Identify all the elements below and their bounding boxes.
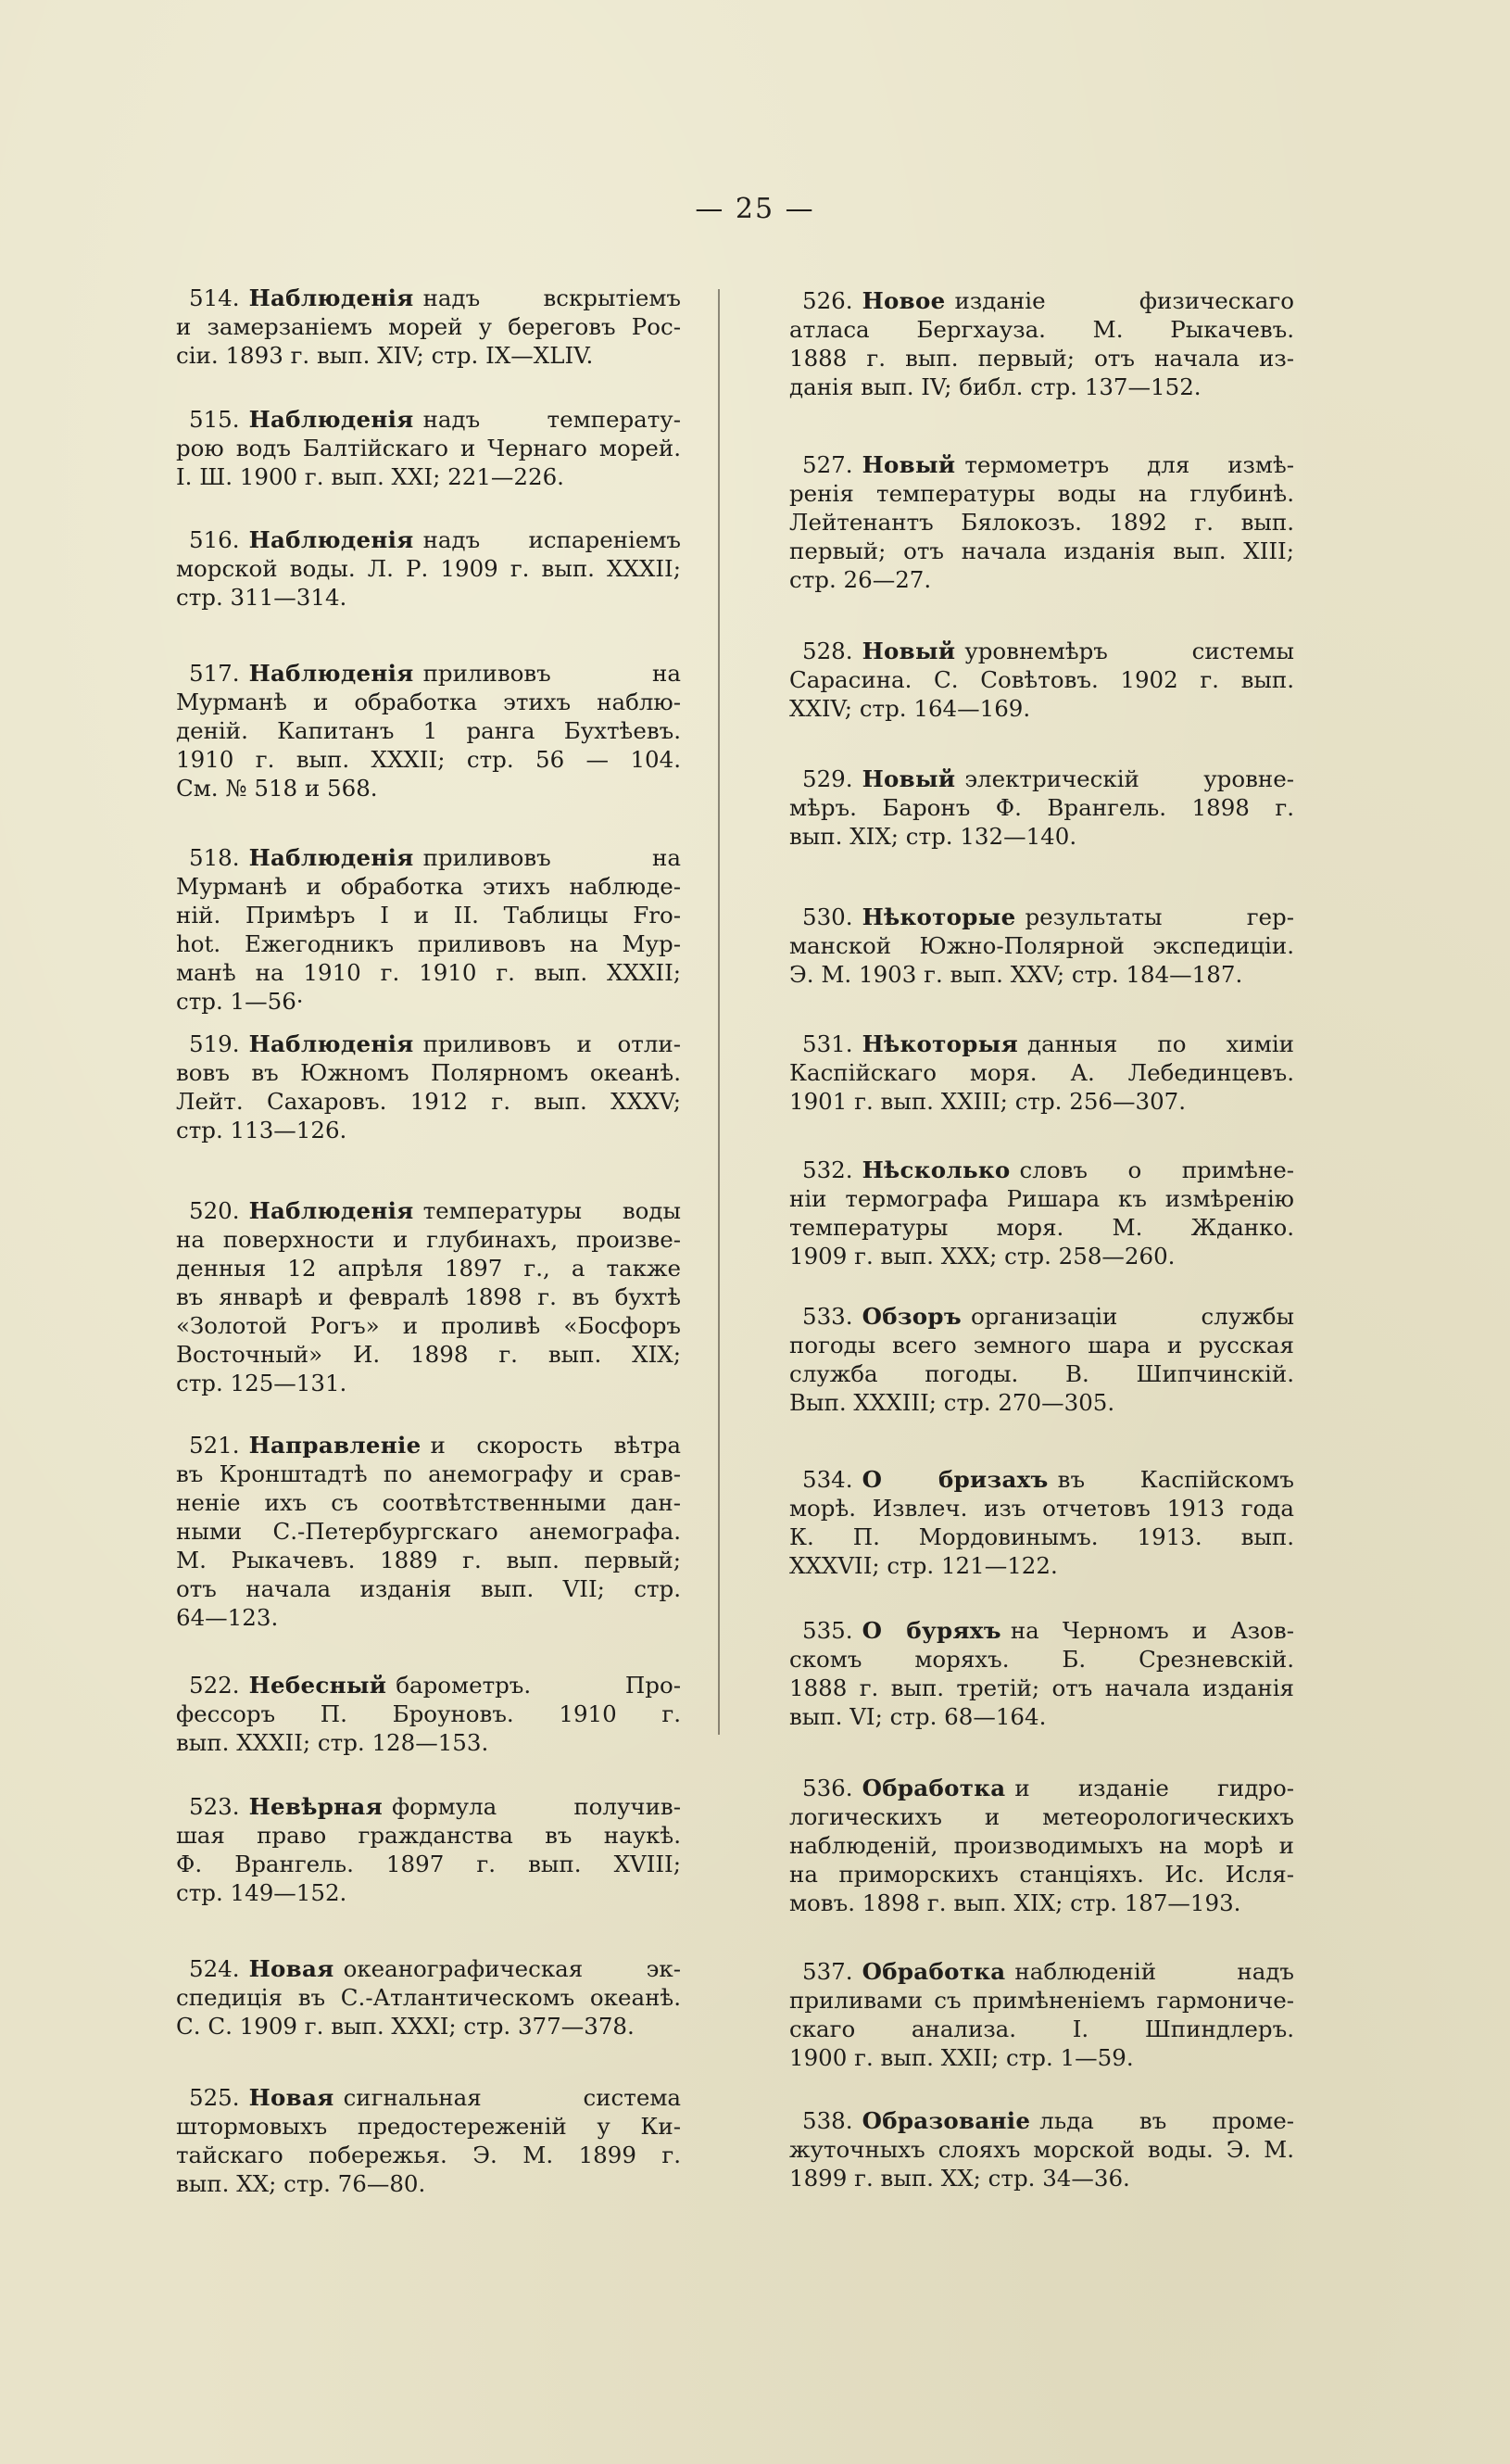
- entry-line: [789, 1674, 1294, 1702]
- entry-text: данныя по химіи: [1026, 1030, 1294, 1057]
- entry-text: манской Южно-Полярной экспедиціи.: [789, 932, 1294, 959]
- bibliography-entry: [789, 764, 1294, 851]
- entry-text: стр. 149—152.: [176, 1879, 347, 1906]
- entry-text: данія вып. IV; библ. стр. 137—152.: [789, 373, 1202, 400]
- bibliography-entry: [789, 1957, 1294, 2072]
- entry-text: спедиція въ С.-Атлантическомъ океанѣ.: [176, 1984, 681, 2011]
- bibliography-entry: [176, 1196, 681, 1397]
- entry-line: [789, 1523, 1294, 1551]
- entry-text: Вып. XXXIII; стр. 270—305.: [789, 1389, 1115, 1416]
- entry-text: 1899 г. вып. XX; стр. 34—36.: [789, 2165, 1130, 2192]
- entry-heading: Наблюденія: [248, 1197, 414, 1224]
- entry-heading: Небесный: [248, 1672, 387, 1699]
- entry-number: 519.: [189, 1030, 240, 1057]
- column-divider: [718, 289, 720, 1735]
- entry-line: [176, 987, 681, 1016]
- entry-line: [176, 1311, 681, 1340]
- entry-line: [789, 793, 1294, 822]
- entry-text: жуточныхъ слояхъ морской воды. Э. М.: [789, 2136, 1294, 2163]
- entry-text: мовъ. 1898 г. вып. XIX; стр. 187—193.: [789, 1889, 1241, 1916]
- entry-line: [176, 843, 681, 872]
- entry-text: океанографическая эк-: [343, 1955, 681, 1982]
- entry-text: приливовъ на: [422, 844, 681, 871]
- entry-text: на поверхности и глубинахъ, произве-: [176, 1226, 681, 1253]
- entry-text: и замерзаніемъ морей у береговъ Рос-: [176, 313, 681, 340]
- entry-text: 64—123.: [176, 1604, 279, 1631]
- entry-text: неніе ихъ съ соотвѣтственными дан-: [176, 1489, 681, 1516]
- entry-text: манѣ на 1910 г. 1910 г. вып. XXXII;: [176, 959, 681, 986]
- entry-line: [176, 1459, 681, 1488]
- entry-heading: Наблюденія: [248, 406, 414, 433]
- entry-text: Э. М. 1903 г. вып. XXV; стр. 184—187.: [789, 961, 1243, 988]
- bibliography-entry: [176, 1671, 681, 1757]
- entry-text: и изданіе гидро-: [1014, 1775, 1294, 1801]
- entry-line: [176, 1369, 681, 1397]
- entry-line: [176, 405, 681, 434]
- entry-line: [176, 341, 681, 370]
- entry-line: [789, 665, 1294, 694]
- entry-line: [176, 1116, 681, 1144]
- entry-line: [789, 764, 1294, 793]
- entry-text: М. Рыкачевъ. 1889 г. вып. первый;: [176, 1547, 681, 1573]
- bibliography-entry: [789, 450, 1294, 594]
- entry-text: приливовъ и отли-: [422, 1030, 681, 1057]
- entry-text: сигнальная система: [343, 2084, 681, 2111]
- entry-text: деній. Капитанъ 1 ранга Бухтѣевъ.: [176, 717, 681, 744]
- entry-text: наблюденій надъ: [1014, 1958, 1294, 1985]
- entry-text: приливовъ на: [422, 660, 681, 687]
- entry-text: организаціи службы: [970, 1303, 1294, 1330]
- entry-text: формула получив-: [392, 1793, 681, 1820]
- entry-number: 535.: [802, 1617, 853, 1644]
- entry-line: [176, 1850, 681, 1878]
- entry-text: 1901 г. вып. XXIII; стр. 256—307.: [789, 1088, 1187, 1115]
- entry-line: [789, 1645, 1294, 1674]
- entry-line: [789, 450, 1294, 479]
- entry-line: [176, 583, 681, 612]
- entry-number: 524.: [189, 1955, 240, 1982]
- entry-number: 518.: [189, 844, 240, 871]
- entry-line: [176, 1431, 681, 1459]
- entry-line: [176, 1225, 681, 1254]
- entry-line: [176, 462, 681, 491]
- entry-line: [789, 537, 1294, 565]
- entry-line: [789, 344, 1294, 373]
- page-number: — 25 —: [695, 193, 815, 225]
- entry-text: денныя 12 апрѣля 1897 г., а также: [176, 1255, 681, 1282]
- entry-line: [176, 872, 681, 901]
- entry-text: температуры воды: [422, 1197, 681, 1224]
- entry-text: вып. VI; стр. 68—164.: [789, 1703, 1047, 1730]
- entry-line: [176, 1546, 681, 1574]
- entry-text: стр. 113—126.: [176, 1117, 347, 1144]
- bibliography-entry: [789, 1774, 1294, 1917]
- entry-heading: О бризахъ: [862, 1466, 1049, 1493]
- bibliography-entry: [176, 2083, 681, 2198]
- bibliography-entry: [176, 1431, 681, 1632]
- entry-line: [789, 1058, 1294, 1087]
- entry-line: [176, 1671, 681, 1700]
- entry-text: льда въ проме-: [1039, 2107, 1294, 2134]
- entry-line: [176, 1728, 681, 1757]
- entry-line: [789, 1087, 1294, 1116]
- entry-text: мѣръ. Баронъ Ф. Врангель. 1898 г.: [789, 794, 1294, 821]
- entry-number: 536.: [802, 1775, 853, 1801]
- entry-line: [789, 2106, 1294, 2135]
- bibliography-entry: [176, 525, 681, 612]
- entry-line: [789, 565, 1294, 594]
- entry-line: [176, 1283, 681, 1311]
- entry-text: надъ испареніемъ: [422, 526, 681, 553]
- entry-line: [789, 903, 1294, 931]
- entry-heading: Образованіе: [862, 2107, 1031, 2134]
- entry-line: [176, 2141, 681, 2169]
- entry-line: [789, 2015, 1294, 2043]
- entry-line: [789, 373, 1294, 401]
- entry-text: 1900 г. вып. XXII; стр. 1—59.: [789, 2044, 1134, 2071]
- entry-line: [789, 1388, 1294, 1417]
- entry-number: 530.: [802, 903, 853, 930]
- bibliography-entry: [789, 1465, 1294, 1580]
- entry-line: [789, 1494, 1294, 1523]
- entry-text: ніи термографа Ришара къ измѣренію: [789, 1185, 1294, 1212]
- entry-text: hot. Ежегодникъ приливовъ на Мур-: [176, 930, 681, 957]
- entry-line: [789, 1774, 1294, 1802]
- bibliography-entry: [176, 843, 681, 1016]
- entry-text: атласа Бергхауза. М. Рыкачевъ.: [789, 316, 1294, 343]
- entry-text: термометръ для измѣ-: [964, 451, 1294, 478]
- entry-text: вып. XIX; стр. 132—140.: [789, 823, 1077, 850]
- entry-number: 514.: [189, 284, 240, 311]
- entry-line: [176, 525, 681, 554]
- entry-line: [176, 1792, 681, 1821]
- bibliography-entry: [176, 1030, 681, 1144]
- entry-text: Ф. Врангель. 1897 г. вып. XVIII;: [176, 1851, 681, 1877]
- entry-text: барометръ. Про-: [396, 1672, 681, 1699]
- entry-line: [176, 1087, 681, 1116]
- entry-line: [176, 1340, 681, 1369]
- entry-heading: Наблюденія: [248, 526, 414, 553]
- entry-text: скаго анализа. I. Шпиндлеръ.: [789, 2015, 1294, 2042]
- entry-text: «Золотой Рогъ» и проливѣ «Босфоръ: [176, 1312, 681, 1339]
- entry-line: [176, 1954, 681, 1983]
- entry-line: [789, 1184, 1294, 1213]
- entry-text: вовъ въ Южномъ Полярномъ океанѣ.: [176, 1059, 681, 1086]
- entry-text: въ январѣ и февралѣ 1898 г. въ бухтѣ: [176, 1283, 681, 1310]
- entry-line: [176, 659, 681, 688]
- entry-text: словъ о примѣне-: [1019, 1156, 1294, 1183]
- entry-line: [789, 1156, 1294, 1184]
- entry-line: [176, 284, 681, 312]
- entry-line: [176, 1488, 681, 1517]
- entry-line: [176, 1196, 681, 1225]
- entry-number: 517.: [189, 660, 240, 687]
- entry-heading: Наблюденія: [248, 844, 414, 871]
- entry-line: [789, 1616, 1294, 1645]
- entry-heading: Новый: [862, 638, 956, 664]
- bibliography-entry: [789, 2106, 1294, 2192]
- entry-line: [176, 554, 681, 583]
- entry-line: [789, 2043, 1294, 2072]
- entry-text: вып. XXXII; стр. 128—153.: [176, 1729, 489, 1756]
- entry-line: [176, 958, 681, 987]
- entry-text: сіи. 1893 г. вып. XIV; стр. IX—XLIV.: [176, 342, 594, 369]
- bibliography-entry: [789, 1616, 1294, 1731]
- entry-text: наблюденій, производимыхъ на морѣ и: [789, 1832, 1294, 1859]
- entry-text: морѣ. Извлеч. изъ отчетовъ 1913 года: [789, 1495, 1294, 1522]
- entry-heading: Обзоръ: [862, 1303, 962, 1330]
- entry-text: на Черномъ и Азов-: [1010, 1617, 1294, 1644]
- entry-text: отъ начала изданія вып. VII; стр.: [176, 1575, 681, 1602]
- entry-number: 516.: [189, 526, 240, 553]
- entry-number: 533.: [802, 1303, 853, 1330]
- entry-number: 538.: [802, 2107, 853, 2134]
- entry-number: 532.: [802, 1156, 853, 1183]
- entry-number: 531.: [802, 1030, 853, 1057]
- entry-line: [789, 1213, 1294, 1242]
- entry-number: 515.: [189, 406, 240, 433]
- entry-text: въ Кронштадтѣ по анемографу и срав-: [176, 1460, 681, 1487]
- entry-text: и скорость вѣтра: [430, 1432, 681, 1459]
- entry-text: надъ вскрытіемъ: [422, 284, 681, 311]
- entry-text: стр. 26—27.: [789, 566, 932, 593]
- entry-line: [789, 1331, 1294, 1359]
- entry-line: [789, 2135, 1294, 2164]
- entry-text: Каспійскаго моря. А. Лебединцевъ.: [789, 1059, 1294, 1086]
- entry-text: уровнемѣръ системы: [964, 638, 1294, 664]
- entry-heading: Наблюденія: [248, 1030, 414, 1057]
- entry-heading: Новый: [862, 765, 956, 792]
- entry-text: стр. 311—314.: [176, 584, 347, 611]
- entry-number: 520.: [189, 1197, 240, 1224]
- entry-text: изданіе физическаго: [954, 287, 1294, 314]
- entry-text: См. № 518 и 568.: [176, 775, 378, 802]
- entry-line: [789, 286, 1294, 315]
- entry-text: стр. 1—56·: [176, 988, 304, 1015]
- bibliography-entry: [789, 1302, 1294, 1417]
- entry-line: [176, 2169, 681, 2198]
- entry-text: Сарасина. С. Совѣтовъ. 1902 г. вып.: [789, 666, 1294, 693]
- bibliography-entry: [789, 903, 1294, 989]
- entry-number: 527.: [802, 451, 853, 478]
- entry-line: [789, 1242, 1294, 1270]
- entry-line: [789, 2164, 1294, 2192]
- entry-text: скомъ моряхъ. Б. Срезневскій.: [789, 1646, 1294, 1673]
- entry-text: шая право гражданства въ наукѣ.: [176, 1822, 681, 1849]
- entry-text: 1909 г. вып. XXX; стр. 258—260.: [789, 1243, 1176, 1270]
- entry-text: температуры моря. М. Жданко.: [789, 1214, 1294, 1241]
- entry-text: надъ температу-: [422, 406, 681, 433]
- entry-text: Лейтенантъ Бялокозъ. 1892 г. вып.: [789, 509, 1294, 536]
- entry-heading: Нѣкоторые: [862, 903, 1016, 930]
- entry-heading: Нѣкоторыя: [862, 1030, 1018, 1057]
- entry-heading: Новая: [248, 1955, 334, 1982]
- entry-line: [176, 1030, 681, 1058]
- bibliography-entry: [789, 286, 1294, 401]
- entry-line: [176, 1700, 681, 1728]
- entry-number: 528.: [802, 638, 853, 664]
- entry-number: 526.: [802, 287, 853, 314]
- entry-line: [789, 1030, 1294, 1058]
- entry-line: [789, 931, 1294, 960]
- entry-number: 523.: [189, 1793, 240, 1820]
- entry-text: Лейт. Сахаровъ. 1912 г. вып. XXXV;: [176, 1088, 681, 1115]
- entry-text: служба погоды. В. Шипчинскій.: [789, 1360, 1294, 1387]
- bibliography-entry: [176, 1792, 681, 1907]
- entry-text: ными С.-Петербургскаго анемографа.: [176, 1518, 681, 1545]
- entry-line: [789, 960, 1294, 989]
- entry-line: [789, 694, 1294, 723]
- entry-line: [789, 1359, 1294, 1388]
- entry-line: [176, 716, 681, 745]
- entry-text: XXXVII; стр. 121—122.: [789, 1552, 1058, 1579]
- entry-text: К. П. Мордовинымъ. 1913. вып.: [789, 1523, 1294, 1550]
- entry-heading: Обработка: [862, 1775, 1006, 1801]
- entry-number: 525.: [189, 2084, 240, 2111]
- entry-heading: О буряхъ: [862, 1617, 1001, 1644]
- entry-line: [176, 2012, 681, 2041]
- bibliography-entry: [789, 637, 1294, 723]
- entry-text: штормовыхъ предостереженій у Ки-: [176, 2113, 681, 2140]
- entry-number: 534.: [802, 1466, 853, 1493]
- entry-heading: Новое: [862, 287, 946, 314]
- entry-text: С. С. 1909 г. вып. XXXI; стр. 377—378.: [176, 2013, 635, 2040]
- entry-line: [176, 2083, 681, 2112]
- entry-line: [789, 1957, 1294, 1986]
- entry-text: первый; отъ начала изданія вып. XIII;: [789, 537, 1294, 564]
- entry-text: фессоръ П. Броуновъ. 1910 г.: [176, 1700, 681, 1727]
- entry-text: 1888 г. вып. третій; отъ начала изданія: [789, 1674, 1294, 1701]
- entry-text: ренія температуры воды на глубинѣ.: [789, 480, 1294, 507]
- entry-number: 522.: [189, 1672, 240, 1699]
- entry-text: приливами съ примѣненіемъ гармониче-: [789, 1987, 1294, 2014]
- entry-text: Мурманѣ и обработка этихъ наблюде-: [176, 873, 681, 900]
- bibliography-entry: [176, 659, 681, 802]
- entry-line: [176, 1983, 681, 2012]
- entry-heading: Новая: [248, 2084, 334, 2111]
- entry-number: 529.: [802, 765, 853, 792]
- bibliography-entry: [176, 284, 681, 370]
- entry-text: тайскаго побережья. Э. М. 1899 г.: [176, 2142, 681, 2168]
- entry-line: [789, 508, 1294, 537]
- entry-heading: Невѣрная: [248, 1793, 383, 1820]
- entry-text: 1888 г. вып. первый; отъ начала из-: [789, 345, 1294, 372]
- entry-text: 1910 г. вып. XXXII; стр. 56 — 104.: [176, 746, 681, 773]
- entry-text: морской воды. Л. Р. 1909 г. вып. XXXII;: [176, 555, 681, 582]
- bibliography-entry: [789, 1030, 1294, 1116]
- entry-text: въ Каспійскомъ: [1057, 1466, 1294, 1493]
- entry-line: [176, 1821, 681, 1850]
- entry-text: І. Ш. 1900 г. вып. XXI; 221—226.: [176, 463, 564, 490]
- entry-text: XXIV; стр. 164—169.: [789, 695, 1031, 722]
- entry-text: электрическій уровне-: [964, 765, 1294, 792]
- entry-number: 537.: [802, 1958, 853, 1985]
- entry-line: [789, 1986, 1294, 2015]
- entry-text: Мурманѣ и обработка этихъ наблю-: [176, 689, 681, 715]
- entry-number: 521.: [189, 1432, 240, 1459]
- entry-line: [789, 1802, 1294, 1831]
- entry-heading: Нѣсколько: [862, 1156, 1011, 1183]
- entry-line: [789, 1465, 1294, 1494]
- entry-heading: Обработка: [862, 1958, 1006, 1985]
- entry-heading: Наблюденія: [248, 284, 414, 311]
- entry-line: [789, 1302, 1294, 1331]
- entry-line: [176, 1254, 681, 1283]
- entry-text: вып. XX; стр. 76—80.: [176, 2170, 426, 2197]
- bibliography-entry: [176, 1954, 681, 2041]
- entry-line: [176, 434, 681, 462]
- entry-line: [789, 1860, 1294, 1889]
- entry-line: [176, 901, 681, 929]
- entry-line: [789, 479, 1294, 508]
- entry-line: [176, 688, 681, 716]
- entry-line: [176, 1603, 681, 1632]
- entry-line: [789, 1831, 1294, 1860]
- entry-heading: Наблюденія: [248, 660, 414, 687]
- entry-line: [789, 1551, 1294, 1580]
- entry-line: [176, 1574, 681, 1603]
- entry-text: рою водъ Балтійскаго и Чернаго морей.: [176, 435, 681, 461]
- entry-line: [176, 1878, 681, 1907]
- entry-text: на приморскихъ станціяхъ. Ис. Исля-: [789, 1861, 1294, 1888]
- entry-text: стр. 125—131.: [176, 1370, 347, 1396]
- entry-line: [789, 637, 1294, 665]
- entry-line: [789, 1702, 1294, 1731]
- entry-line: [176, 774, 681, 802]
- entry-line: [176, 929, 681, 958]
- entry-line: [789, 1889, 1294, 1917]
- entry-line: [176, 2112, 681, 2141]
- entry-text: ній. Примѣръ I и II. Таблицы Fro-: [176, 902, 681, 929]
- entry-text: погоды всего земного шара и русская: [789, 1332, 1294, 1358]
- entry-line: [176, 1517, 681, 1546]
- entry-line: [789, 822, 1294, 851]
- entry-line: [176, 1058, 681, 1087]
- entry-line: [789, 315, 1294, 344]
- entry-text: логическихъ и метеорологическихъ: [789, 1803, 1294, 1830]
- entry-text: результаты гер-: [1025, 903, 1294, 930]
- bibliography-entry: [176, 405, 681, 491]
- entry-line: [176, 312, 681, 341]
- entry-text: Восточный» И. 1898 г. вып. XIX;: [176, 1341, 681, 1368]
- entry-heading: Новый: [862, 451, 956, 478]
- entry-heading: Направленіе: [248, 1432, 422, 1459]
- bibliography-entry: [789, 1156, 1294, 1270]
- entry-line: [176, 745, 681, 774]
